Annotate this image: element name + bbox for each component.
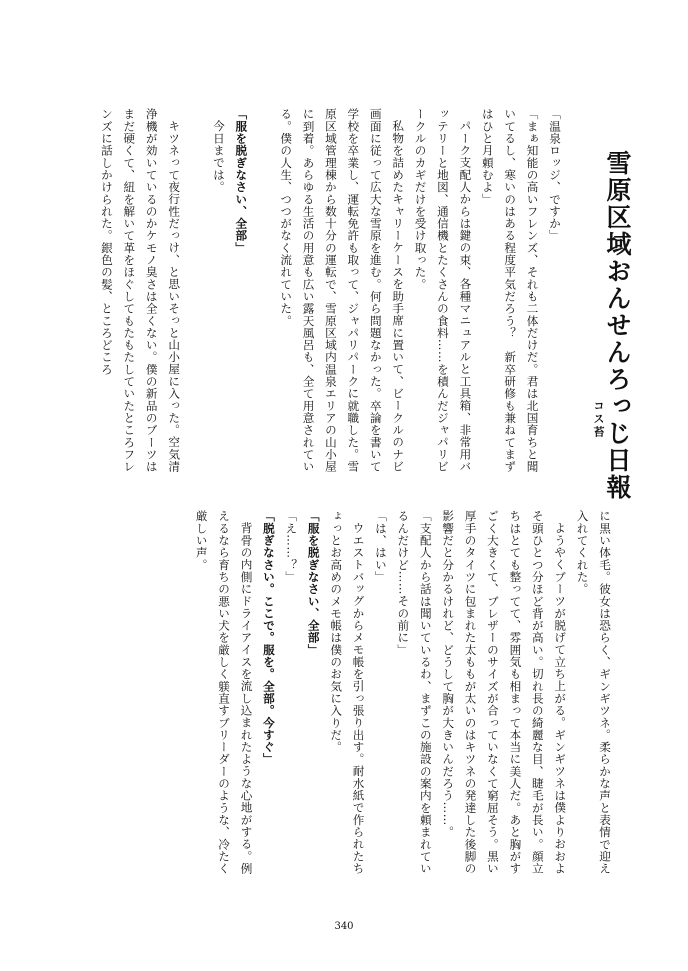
paragraph: に黒い体毛。彼女は恐らく、ギンギツネ。柔らかな声と表情で迎え入れてくれた。 [575, 510, 612, 875]
paragraph: 今日までは。 [211, 119, 226, 193]
upper-text-block [99, 108, 566, 480]
paragraph: 「まぁ知能の高いフレンズ、それも二体だけだ。君は北国育ちと聞いてるし、寒いのはある程度平気だろう？ 新卒研修も兼ねてまずはひと月頼むよ」 [480, 108, 540, 473]
paragraph: 「温泉ロッジ、ですか」 [548, 108, 562, 242]
paragraph-spacer [252, 108, 274, 480]
paragraph: 「え……？」 [284, 510, 299, 583]
story-title: 雪原区域おんせんろっじ日報 [603, 150, 632, 501]
paragraph-spacer [185, 108, 207, 480]
dialogue-bold-paragraph: 「服を脱ぎなさい、全部」 [234, 108, 249, 254]
paragraph: ウエストバッグからメモ帳を引っ張り出す。耐水紙で作られたちょっとお高めのメモ帳は僕のお気に入りだ。 [329, 510, 366, 874]
paragraph: ようやくブーツが脱げて立ち上がる。ギンギツネは僕よりおおよそ頭ひとつ分ほど背が高い。切れ長の綺麗な目、睫毛が長い。顔立ちはとても整ってて、雰囲気も相まって本当に美人だ。あと胸がすごく大きくて、ブレザーのサイズが合っていなくて窮屈そう。黒い厚手のタイツに包まれた太ももが太いのはキツネの発達した後脚の影響だと分かるけれど、どうして胸が大きいんだろう……。 [441, 510, 568, 875]
page-number: 340 [334, 921, 354, 932]
paragraph: パーク支配人からは鍵の束、各種マニュアルと工具箱、非常用バッテリーと地図、通信機とたくさんの食料……を積んだジャパリビークルのカギだけを受け取った。 [413, 108, 473, 473]
paragraph: 「支配人から話は聞いているわ、まずこの施設の案内を頼まれているんだけど……その前に」 [396, 510, 433, 875]
paragraph: 背骨の内側にドライアイスを流し込まれたような心地がする。例えるなら育ちの悪い犬を厳しく躾直すブリーダーのような、冷たく厳しい声。 [194, 510, 254, 875]
dialogue-bold-paragraph: 「服を脱ぎなさい、全部」 [306, 510, 321, 656]
author-name: コス苔 [592, 400, 605, 439]
paragraph: 「は、はい」 [373, 510, 388, 583]
paragraph: 私物を詰めたキャリーケースを助手席に置いて、ビークルのナビ画面に従って広大な雪原を進む。何ら問題なかった。卒論を書いて学校を卒業し、運転免許も取って、ジャパリパークに就職した。雪原区域管理棟から数十分の運転で、雪原区域内温泉エリアの山小屋に到着。あらゆる生活の用意も広い露天風呂も、全て用意されている。僕の人生、つつがなく流れていた。 [279, 108, 406, 473]
paragraph: キツネって夜行性だっけ、と思いそっと山小屋に入った。空気清浄機が効いているのかケモノ臭さは全くない。僕の新品のブーツはまだ硬くて、紐を解いて革をほぐしてもたもたしていたところフレンズに話しかけられた。銀色の髪、ところどころ [99, 108, 182, 473]
lower-text-block [116, 510, 616, 885]
dialogue-bold-paragraph: 「脱ぎなさい。ここで。服を。全部。今すぐ」 [261, 510, 276, 766]
